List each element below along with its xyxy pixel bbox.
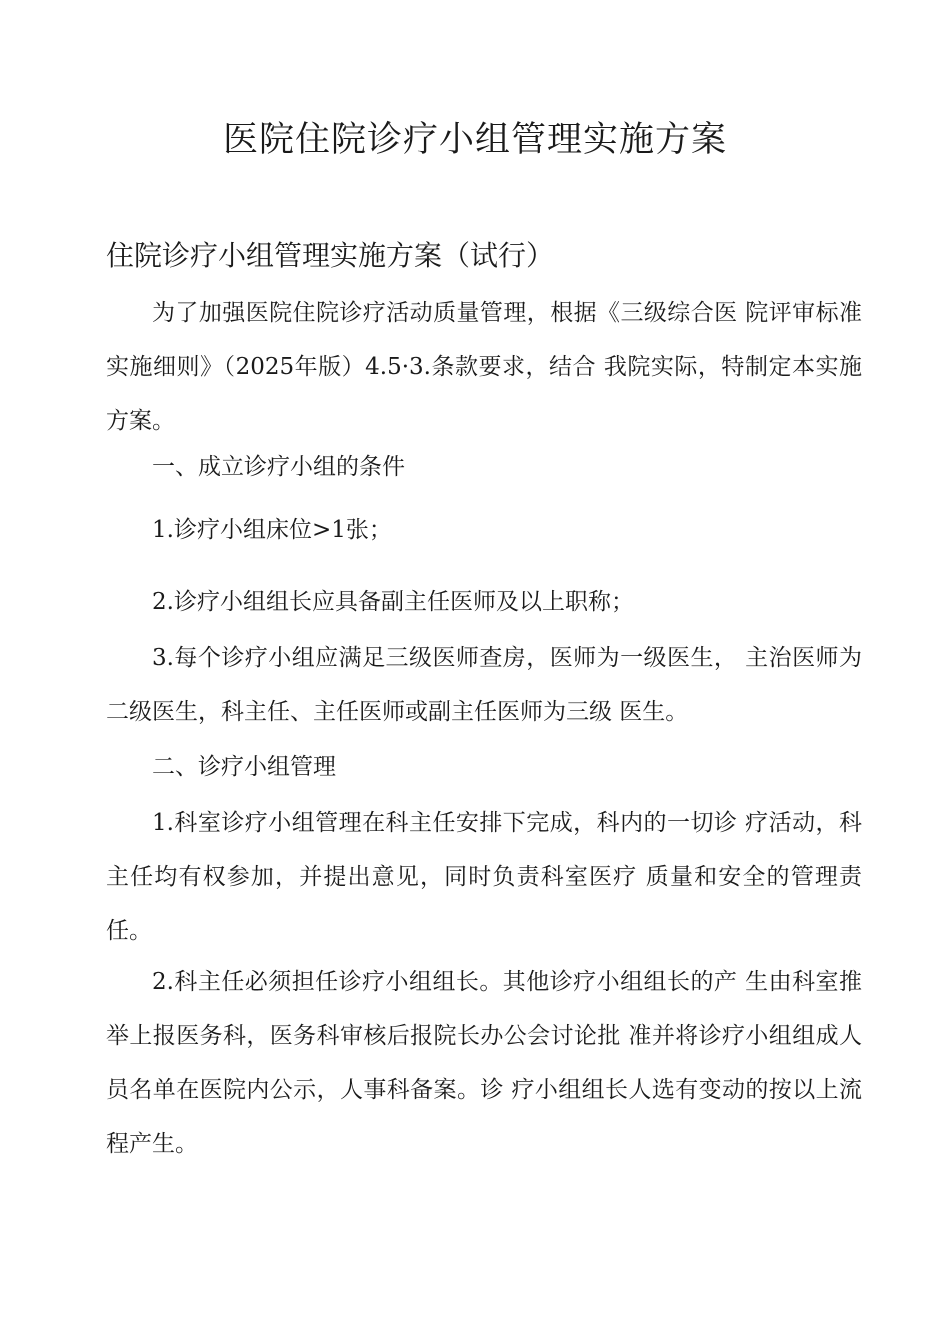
section-2-item-2: 2.科主任必须担任诊疗小组组长。其他诊疗小组组长的产 生由科室推举上报医务科，医务科审核后报院长办公会讨论批 准并将诊疗小组组成人员名单在医院内公示，人事科备案。诊 疗小组组长人选有变动的按以上流程产生。 <box>106 969 862 1157</box>
intro-paragraph: 为了加强医院住院诊疗活动质量管理，根据《三级综合医 院评审标准实施细则》（2025年版）4.5·3.条款要求，结合 我院实际，特制定本实施方案。 <box>106 300 862 434</box>
section-1-item-3: 3.每个诊疗小组应满足三级医师查房，医师为一级医生， 主治医师为二级医生，科主任、主任医师或副主任医师为三级 医生。 <box>106 645 862 725</box>
section-2-heading: 二、诊疗小组管理 <box>152 754 336 780</box>
section-1-item-1: 1.诊疗小组床位>1张； <box>152 517 392 543</box>
document-subtitle: 住院诊疗小组管理实施方案（试行） <box>106 239 555 272</box>
section-1-heading: 一、成立诊疗小组的条件 <box>152 454 405 480</box>
document-title: 医院住院诊疗小组管理实施方案 <box>222 120 727 160</box>
section-2-item-1: 1.科室诊疗小组管理在科主任安排下完成，科内的一切诊 疗活动，科主任均有权参加，并提出意见，同时负责科室医疗 质量和安全的管理责任。 <box>106 810 862 944</box>
section-1-item-2: 2.诊疗小组组长应具备副主任医师及以上职称； <box>152 589 634 615</box>
